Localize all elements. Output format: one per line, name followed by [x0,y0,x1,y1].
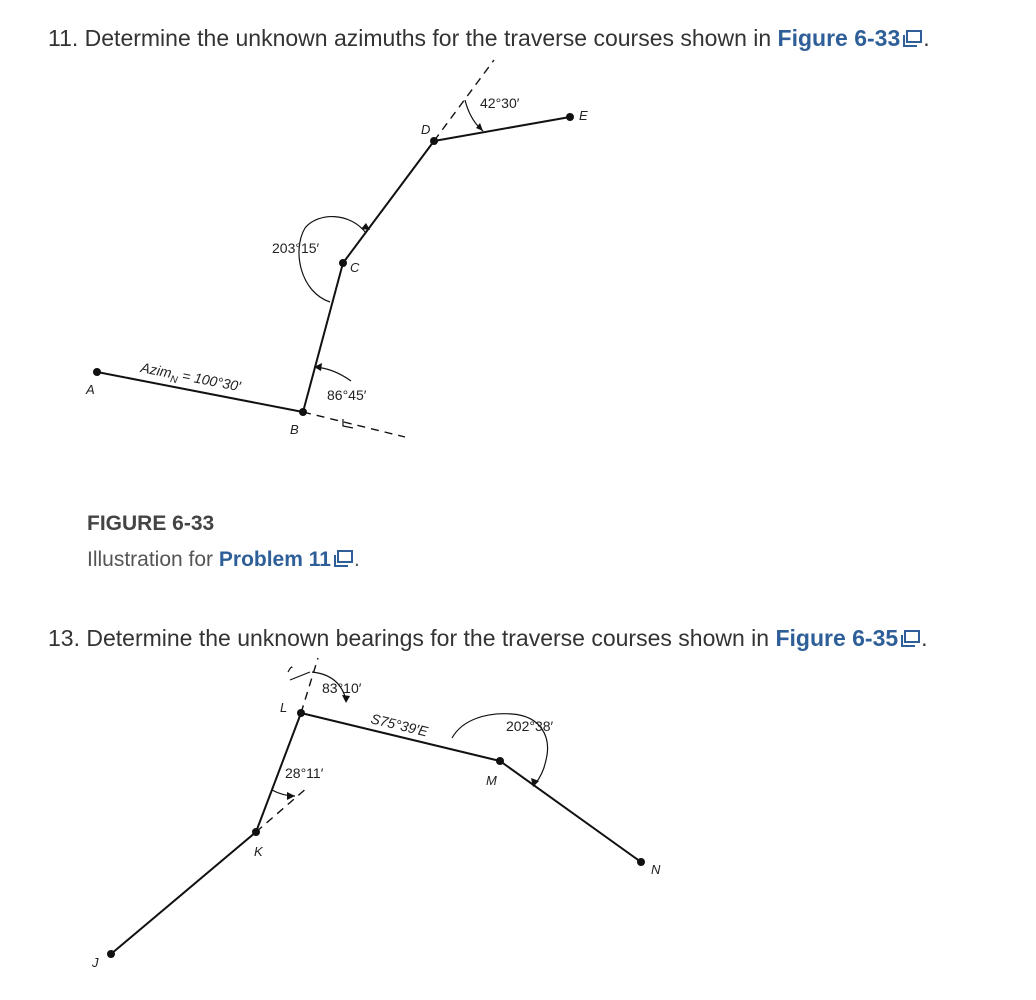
point-n [637,858,645,866]
label-l: L [280,700,288,715]
arrowhead-icon [287,792,295,800]
bearing-label-lm: S75°39′E [369,710,430,740]
angle-label-203-15: 203°15′ [272,240,320,256]
angle-label-202-38: 202°38′ [506,718,554,734]
point-j [107,950,115,958]
caption-text: Illustration for [87,548,219,571]
course-mn [500,761,641,862]
label-b: B [290,422,299,437]
figure-6-35-link[interactable]: Figure 6-35 [775,625,899,651]
figure-6-33-link[interactable]: Figure 6-33 [777,25,901,51]
label-j: J [92,955,99,970]
arrowhead-icon [342,695,350,703]
problem-11-link[interactable]: Problem 11 [218,548,331,571]
angle-label-28-11: 28°11′ [285,765,324,781]
angle-label-83-10: 83°10′ [322,680,362,696]
caption-period: . [353,548,360,571]
label-e: E [579,108,588,123]
problem-13-statement: 13. Determine the unknown bearings for the traverse courses shown in [48,625,776,651]
point-k [252,828,260,836]
figure-6-33-title: FIGURE 6-33 [87,512,215,535]
angle-label-86-45: 86°45′ [327,387,367,403]
azimuth-label: Azim$_N$ = 100°30′ [139,359,243,395]
problem-13-period: . [921,625,928,651]
problem-11-statement: 11. Determine the unknown azimuths for the traverse courses shown in [48,25,778,51]
point-l [297,709,305,717]
angle-label-42-30: 42°30′ [480,95,520,111]
meridian-line-l [301,658,318,713]
label-n: N [651,862,661,877]
label-c: C [350,260,360,275]
label-k: K [254,844,263,859]
label-d: D [421,122,431,137]
problem-11-period: . [923,25,930,51]
course-jk [111,832,256,954]
label-a: A [86,382,95,397]
label-m: M [486,773,497,788]
north-tick [290,672,310,680]
point-m [496,757,504,765]
